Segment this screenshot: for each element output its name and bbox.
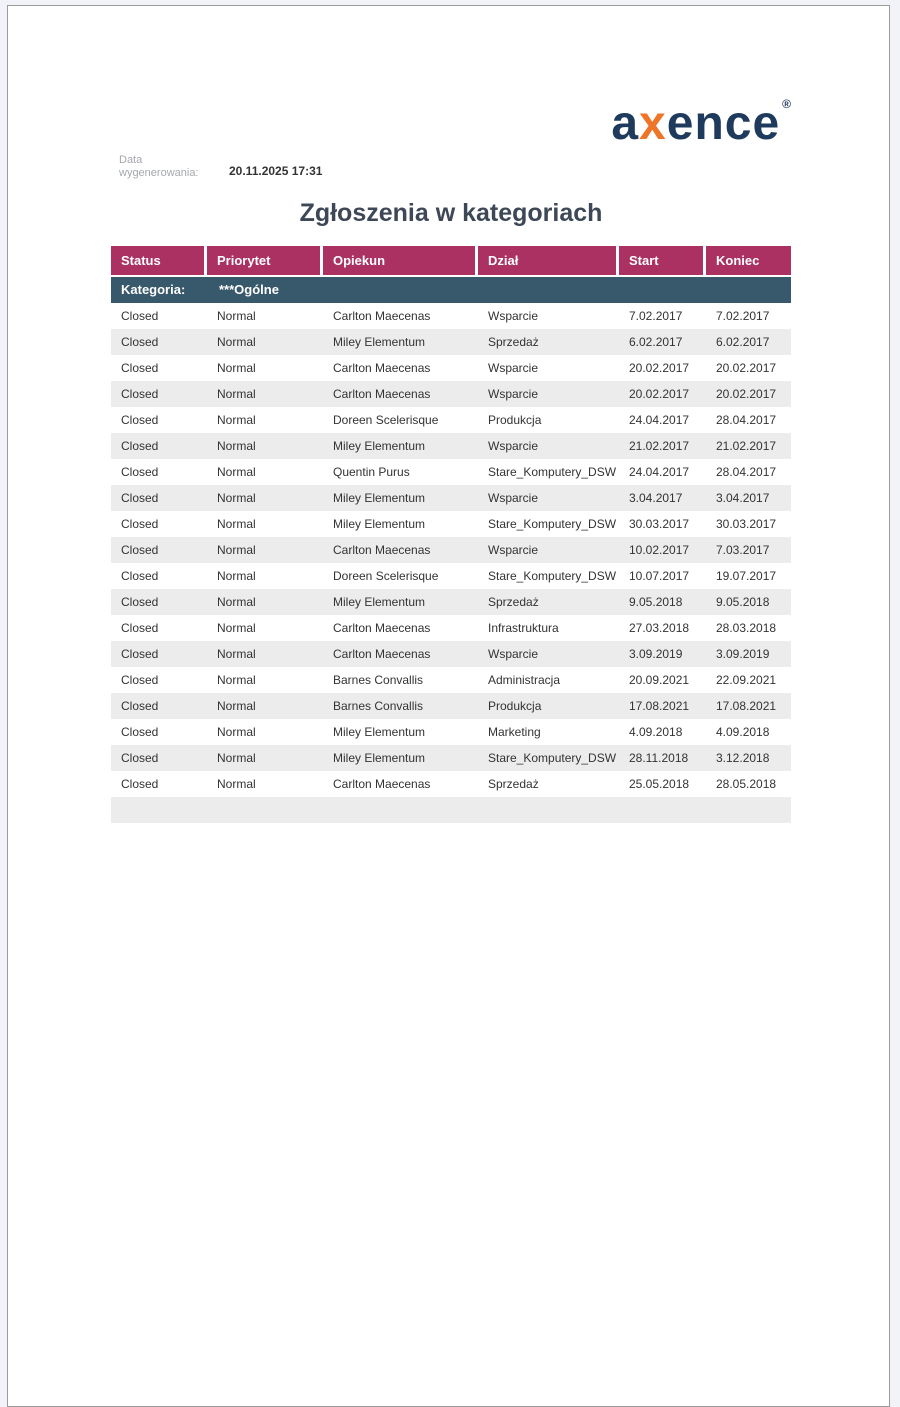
cell-department: Infrastruktura: [488, 621, 559, 635]
cell-assignee: Doreen Scelerisque: [333, 569, 439, 583]
cell-assignee: Carlton Maecenas: [333, 361, 431, 375]
cell-department: Wsparcie: [488, 543, 539, 557]
table-row: [111, 329, 791, 355]
cell-end-date: 3.12.2018: [716, 751, 770, 765]
table-row: [111, 641, 791, 667]
cell-assignee: Carlton Maecenas: [333, 309, 431, 323]
cell-assignee: Carlton Maecenas: [333, 387, 431, 401]
cell-assignee: Carlton Maecenas: [333, 543, 431, 557]
table-row: [111, 771, 791, 797]
cell-department: Marketing: [488, 725, 541, 739]
cell-start-date: 28.11.2018: [629, 751, 689, 765]
cell-priority: Normal: [217, 699, 256, 713]
cell-assignee: Barnes Convallis: [333, 673, 424, 687]
cell-status: Closed: [121, 569, 159, 583]
column-header-koniec: Koniec: [706, 246, 791, 275]
cell-priority: Normal: [217, 621, 256, 635]
category-value: ***Ogólne: [219, 282, 279, 297]
cell-start-date: 20.09.2021: [629, 673, 690, 687]
cell-assignee: Quentin Purus: [333, 465, 410, 479]
cell-status: Closed: [121, 647, 159, 661]
cell-status: Closed: [121, 699, 159, 713]
table-row: [111, 355, 791, 381]
cell-start-date: 3.04.2017: [629, 491, 683, 505]
cell-department: Sprzedaż: [488, 335, 539, 349]
cell-assignee: Miley Elementum: [333, 751, 426, 765]
report-page: [7, 5, 890, 1407]
cell-start-date: 9.05.2018: [629, 595, 683, 609]
cell-priority: Normal: [217, 413, 256, 427]
cell-end-date: 19.07.2017: [716, 569, 777, 583]
logo-text-a: a: [611, 97, 640, 150]
cell-assignee: Carlton Maecenas: [333, 647, 431, 661]
cell-status: Closed: [121, 465, 159, 479]
logo-text-ence: ence: [666, 97, 781, 150]
cell-status: Closed: [121, 387, 159, 401]
cell-start-date: 30.03.2017: [629, 517, 690, 531]
cell-end-date: 28.04.2017: [716, 465, 777, 479]
cell-priority: Normal: [217, 751, 256, 765]
cell-start-date: 17.08.2021: [629, 699, 690, 713]
cell-assignee: Carlton Maecenas: [333, 777, 431, 791]
cell-department: Wsparcie: [488, 439, 539, 453]
cell-start-date: 3.09.2019: [629, 647, 683, 661]
table-row: [111, 589, 791, 615]
cell-end-date: 20.02.2017: [716, 387, 777, 401]
cell-department: Stare_Komputery_DSW: [488, 569, 617, 583]
category-group-row: [111, 277, 791, 303]
table-row: [111, 303, 791, 329]
table-row: [111, 615, 791, 641]
logo-text-x: x: [639, 97, 667, 150]
cell-assignee: Miley Elementum: [333, 439, 426, 453]
cell-priority: Normal: [217, 543, 256, 557]
cell-department: Sprzedaż: [488, 777, 539, 791]
cell-end-date: 6.02.2017: [716, 335, 770, 349]
cell-end-date: 9.05.2018: [716, 595, 770, 609]
cell-department: Wsparcie: [488, 309, 539, 323]
cell-end-date: 3.09.2019: [716, 647, 770, 661]
cell-status: Closed: [121, 777, 159, 791]
cell-status: Closed: [121, 517, 159, 531]
cell-status: Closed: [121, 439, 159, 453]
cell-assignee: Miley Elementum: [333, 595, 426, 609]
table-row: [111, 563, 791, 589]
cell-status: Closed: [121, 491, 159, 505]
cell-status: Closed: [121, 309, 159, 323]
table-row: [111, 459, 791, 485]
cell-priority: Normal: [217, 673, 256, 687]
cell-assignee: Miley Elementum: [333, 725, 426, 739]
table-row: [111, 485, 791, 511]
cell-start-date: 20.02.2017: [629, 361, 690, 375]
cell-end-date: 3.04.2017: [716, 491, 770, 505]
cell-status: Closed: [121, 361, 159, 375]
cell-priority: Normal: [217, 439, 256, 453]
generated-date-value: 20.11.2025 17:31: [229, 164, 323, 178]
cell-start-date: 21.02.2017: [629, 439, 690, 453]
cell-priority: Normal: [217, 491, 256, 505]
page-title: Zgłoszenia w kategoriach: [299, 199, 603, 227]
cell-department: Produkcja: [488, 413, 542, 427]
cell-department: Stare_Komputery_DSW: [488, 517, 617, 531]
cell-end-date: 28.05.2018: [716, 777, 777, 791]
cell-department: Wsparcie: [488, 387, 539, 401]
cell-priority: Normal: [217, 777, 256, 791]
cell-priority: Normal: [217, 335, 256, 349]
cell-priority: Normal: [217, 725, 256, 739]
cell-department: Stare_Komputery_DSW: [488, 465, 617, 479]
cell-department: Wsparcie: [488, 361, 539, 375]
table-row: [111, 433, 791, 459]
cell-assignee: Miley Elementum: [333, 491, 426, 505]
cell-department: Administracja: [488, 673, 561, 687]
cell-status: Closed: [121, 751, 159, 765]
cell-status: Closed: [121, 673, 159, 687]
cell-start-date: 4.09.2018: [629, 725, 683, 739]
table-row: [111, 537, 791, 563]
generated-date-label: Data wygenerowania:: [119, 154, 199, 179]
cell-end-date: 7.03.2017: [716, 543, 770, 557]
cell-start-date: 24.04.2017: [629, 413, 690, 427]
cell-priority: Normal: [217, 569, 256, 583]
cell-priority: Normal: [217, 517, 256, 531]
table-row: [111, 693, 791, 719]
table-header-row: [111, 246, 791, 275]
cell-priority: Normal: [217, 647, 256, 661]
table-row: [111, 407, 791, 433]
table-row: [111, 745, 791, 771]
cell-priority: Normal: [217, 309, 256, 323]
category-label: Kategoria:: [121, 282, 186, 297]
table-row: [111, 667, 791, 693]
table-row: [111, 381, 791, 407]
cell-status: Closed: [121, 621, 159, 635]
cell-status: Closed: [121, 725, 159, 739]
axence-logo: [611, 97, 791, 150]
cell-status: Closed: [121, 543, 159, 557]
cell-start-date: 20.02.2017: [629, 387, 690, 401]
column-header-priorytet: Priorytet: [207, 246, 323, 275]
cell-department: Stare_Komputery_DSW: [488, 751, 617, 765]
cell-start-date: 25.05.2018: [629, 777, 690, 791]
column-header-opiekun: Opiekun: [323, 246, 478, 275]
cell-end-date: 22.09.2021: [716, 673, 777, 687]
table-row: [111, 719, 791, 745]
cell-end-date: 21.02.2017: [716, 439, 777, 453]
cell-start-date: 10.02.2017: [629, 543, 690, 557]
cell-assignee: Miley Elementum: [333, 335, 426, 349]
cell-status: Closed: [121, 595, 159, 609]
cell-department: Wsparcie: [488, 647, 539, 661]
cell-end-date: 20.02.2017: [716, 361, 777, 375]
column-header-start: Start: [619, 246, 706, 275]
cell-priority: Normal: [217, 387, 256, 401]
cell-status: Closed: [121, 413, 159, 427]
cell-end-date: 30.03.2017: [716, 517, 777, 531]
cell-assignee: Doreen Scelerisque: [333, 413, 439, 427]
cell-end-date: 7.02.2017: [716, 309, 770, 323]
cell-end-date: 28.04.2017: [716, 413, 777, 427]
cell-assignee: Carlton Maecenas: [333, 621, 431, 635]
cell-start-date: 6.02.2017: [629, 335, 683, 349]
column-header-dzial: Dział: [478, 246, 619, 275]
cell-end-date: 4.09.2018: [716, 725, 770, 739]
cell-start-date: 7.02.2017: [629, 309, 683, 323]
cell-priority: Normal: [217, 361, 256, 375]
tickets-table: [111, 246, 791, 823]
cell-status: Closed: [121, 335, 159, 349]
cell-start-date: 10.07.2017: [629, 569, 690, 583]
cell-department: Wsparcie: [488, 491, 539, 505]
cell-priority: Normal: [217, 595, 256, 609]
cell-assignee: Barnes Convallis: [333, 699, 424, 713]
registered-trademark-symbol: ®: [782, 97, 791, 111]
cell-end-date: 28.03.2018: [716, 621, 777, 635]
cell-end-date: 17.08.2021: [716, 699, 777, 713]
cell-department: Produkcja: [488, 699, 542, 713]
table-row: [111, 511, 791, 537]
column-header-status: Status: [111, 246, 207, 275]
cell-priority: Normal: [217, 465, 256, 479]
cell-start-date: 27.03.2018: [629, 621, 690, 635]
cell-assignee: Miley Elementum: [333, 517, 426, 531]
table-body: [111, 303, 791, 797]
cell-department: Sprzedaż: [488, 595, 539, 609]
cell-start-date: 24.04.2017: [629, 465, 690, 479]
